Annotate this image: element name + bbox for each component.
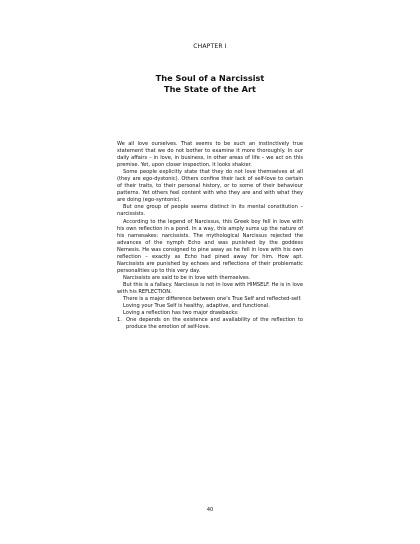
chapter-title xyxy=(0,73,420,94)
chapter-label: CHAPTER I xyxy=(193,43,227,50)
paragraph: Some people explicitly state that they do not love themselves at all (they are ego-dystonic). Others confine their lack of self-love to certain of their traits, to their personal history, or to some of their behaviour patterns. Yet others feel content with who they are and with what they are doing (ego-syntonic). xyxy=(117,169,303,204)
list-item-number: 1. xyxy=(117,317,122,324)
paragraph: But this is a fallacy. Narcissus is not in love with HIMSELF. He is in love with his REFLECTION. xyxy=(117,281,303,295)
numbered-list xyxy=(117,317,303,331)
title-line-2: The State of the Art xyxy=(164,83,256,94)
paragraph: Loving a reflection has two major drawbacks: xyxy=(123,310,239,317)
paragraph: But one group of people seems distinct in its mental constitution – narcissists. xyxy=(117,204,303,218)
paragraph: Loving your True Self is healthy, adaptive, and functional. xyxy=(123,303,270,310)
paragraph: There is a major difference between one's True Self and reflected-self. xyxy=(123,296,302,303)
page-number: 40 xyxy=(206,507,214,513)
paragraph: According to the legend of Narcissus, this Greek boy fell in love with his own reflection in a pond. In a way, this amply sums up the nature of his namesakes: narcissists. The mythological Narcissus rejected the advances of the nymph Echo and was punished by the goddess Nemesis. He was consigned to pine away as he fell in love with his own reflection – exactly as Echo had pined away for him. How apt. Narcissists are punished by echoes and reflections of their problematic personalities up to this very day. xyxy=(117,218,303,274)
paragraph: Narcissists are said to be in love with themselves. xyxy=(123,274,251,281)
body-text xyxy=(117,141,303,331)
paragraph: We all love ourselves. That seems to be such an instinctively true statement that we do not bother to examine it more thoroughly. In our daily affairs – in love, in business, in other areas of life – we act on this premise. Yet, upon closer inspection, it looks shakier. xyxy=(117,141,303,169)
title-line-1: The Soul of a Narcissist xyxy=(155,73,265,83)
list-item-text: One depends on the existence and availability of the reflection to produce the emotion of self-love. xyxy=(126,317,303,331)
list-item xyxy=(117,317,303,331)
